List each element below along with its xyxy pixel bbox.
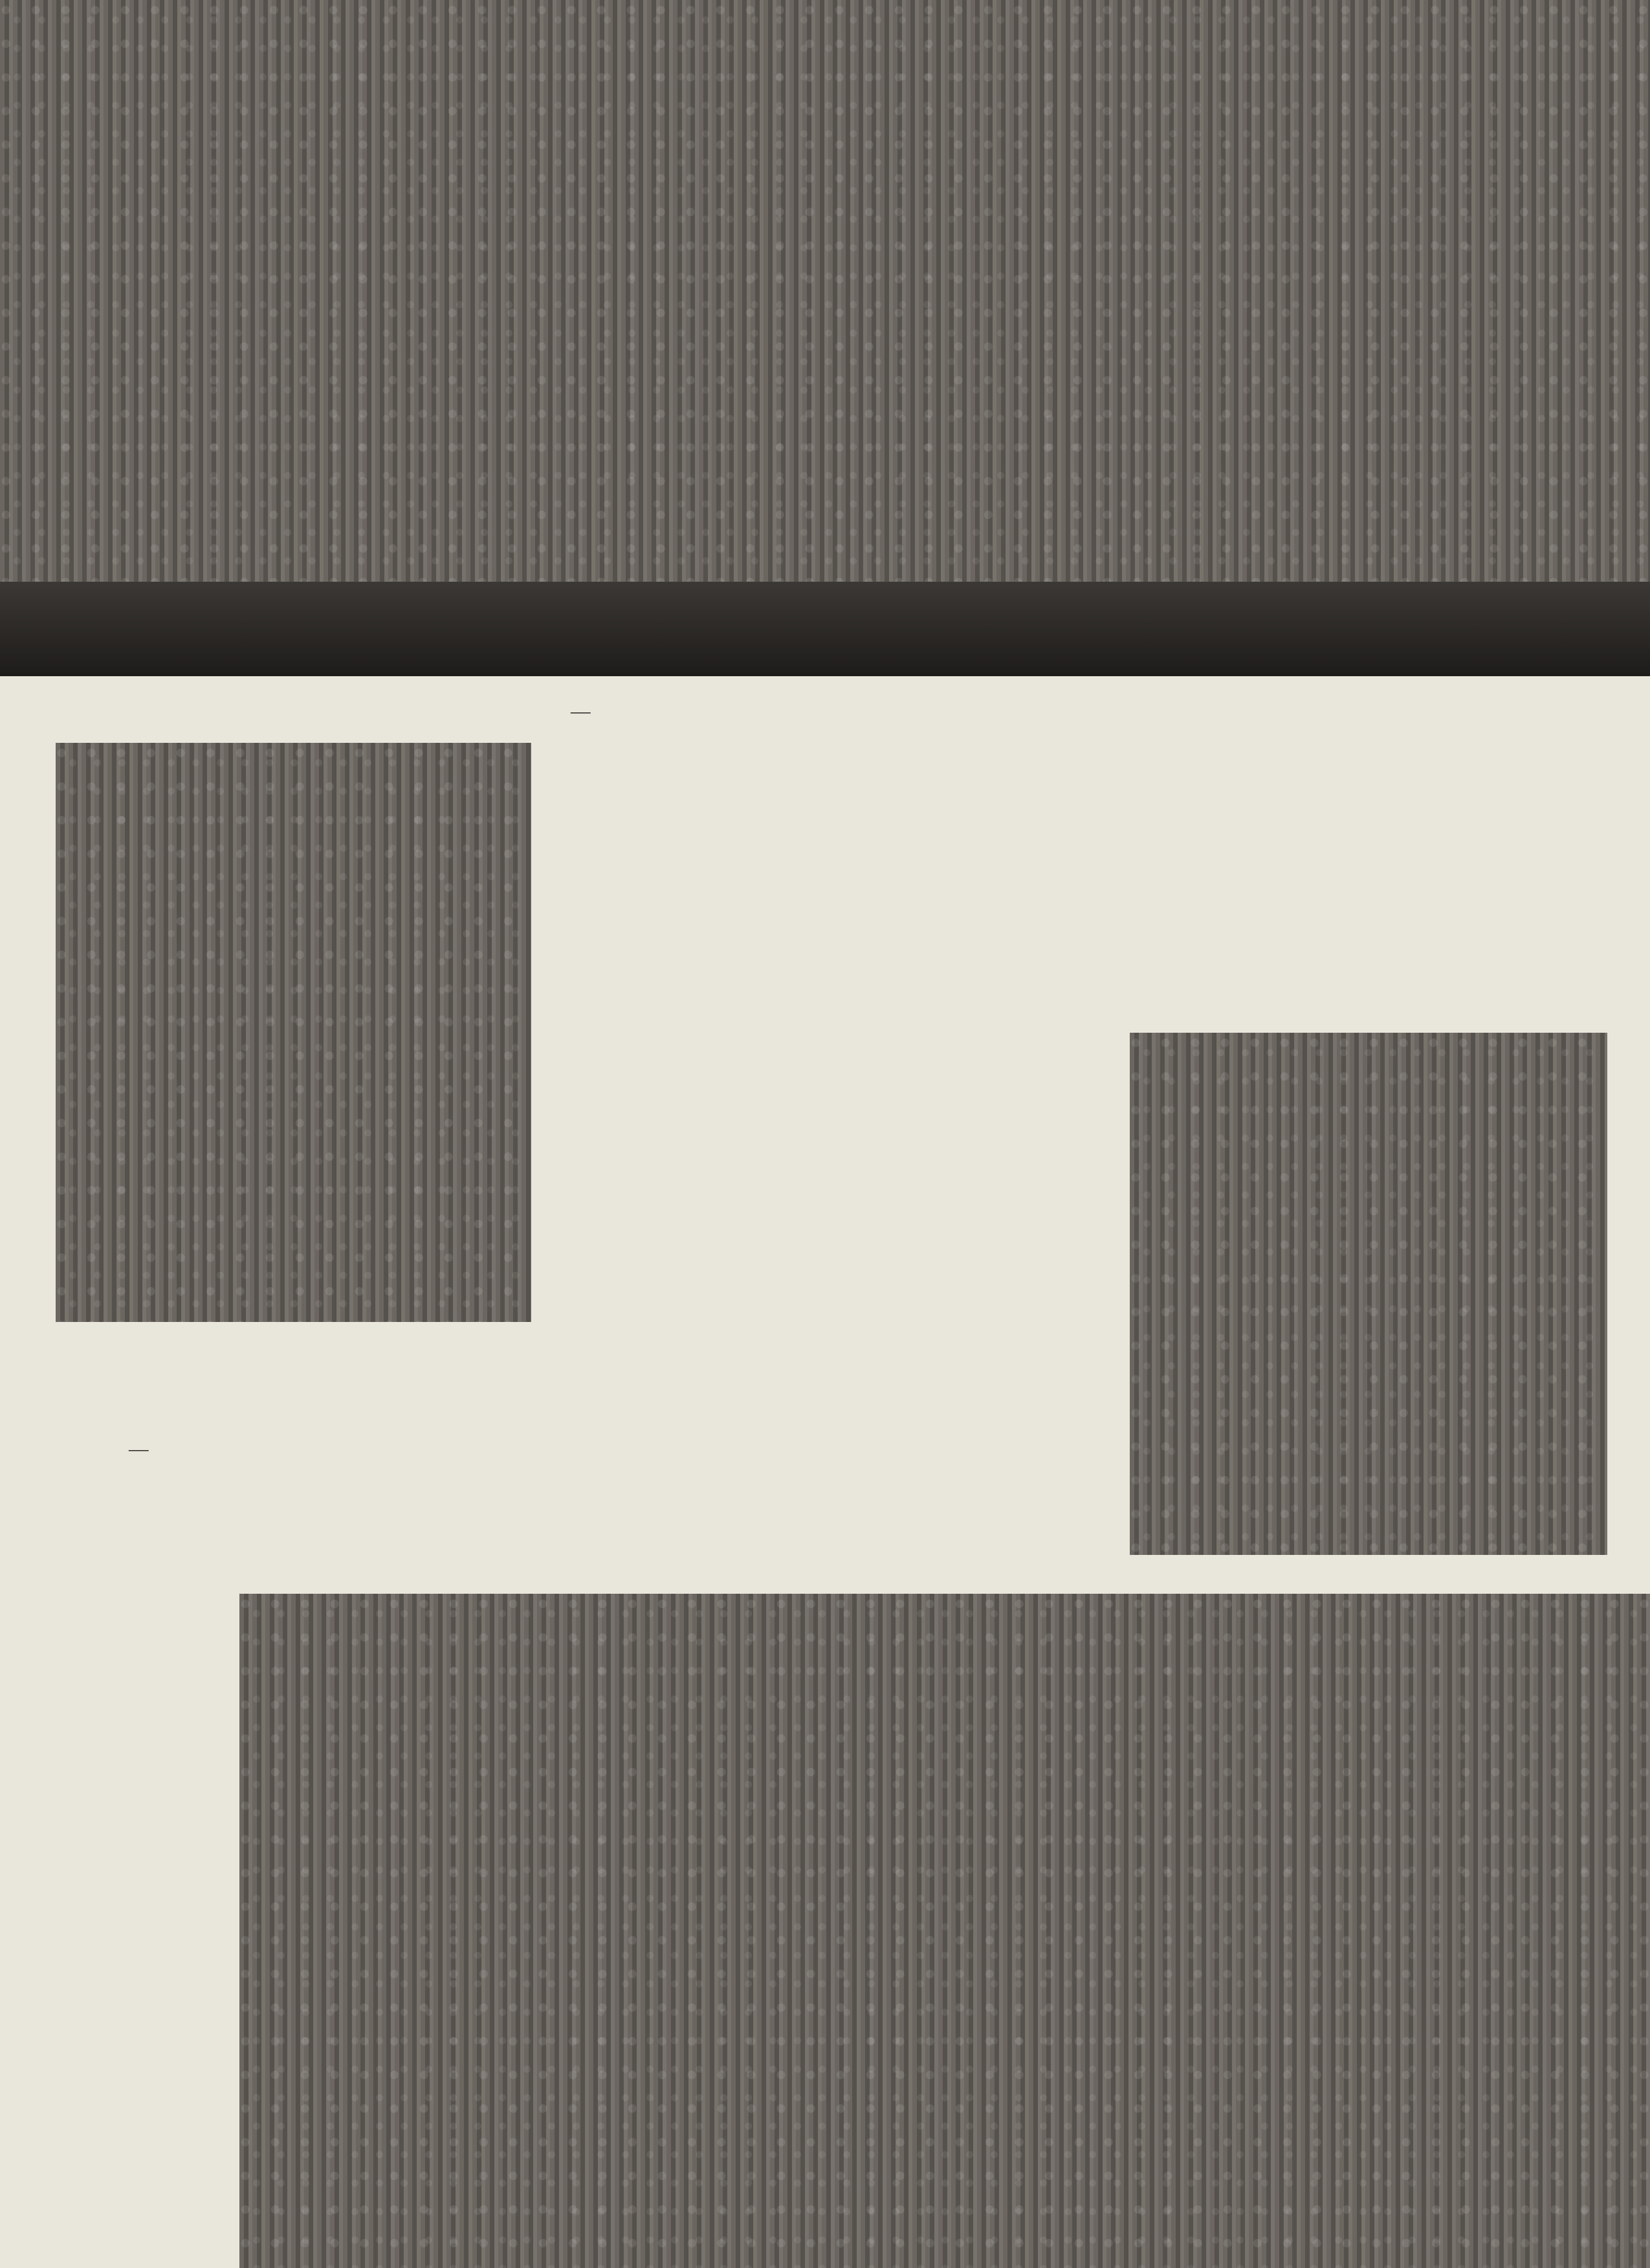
dragonettes-group-photo [0,0,1650,676]
dragazine-staff-photo [1130,1033,1607,1555]
dragons-tale-staff-photo [239,1594,1650,2268]
dragonettes-caption: — [571,700,591,722]
photo-floor [0,582,1650,676]
officers-photo [56,743,531,1322]
dragons-tale-caption: — [129,1438,149,1460]
